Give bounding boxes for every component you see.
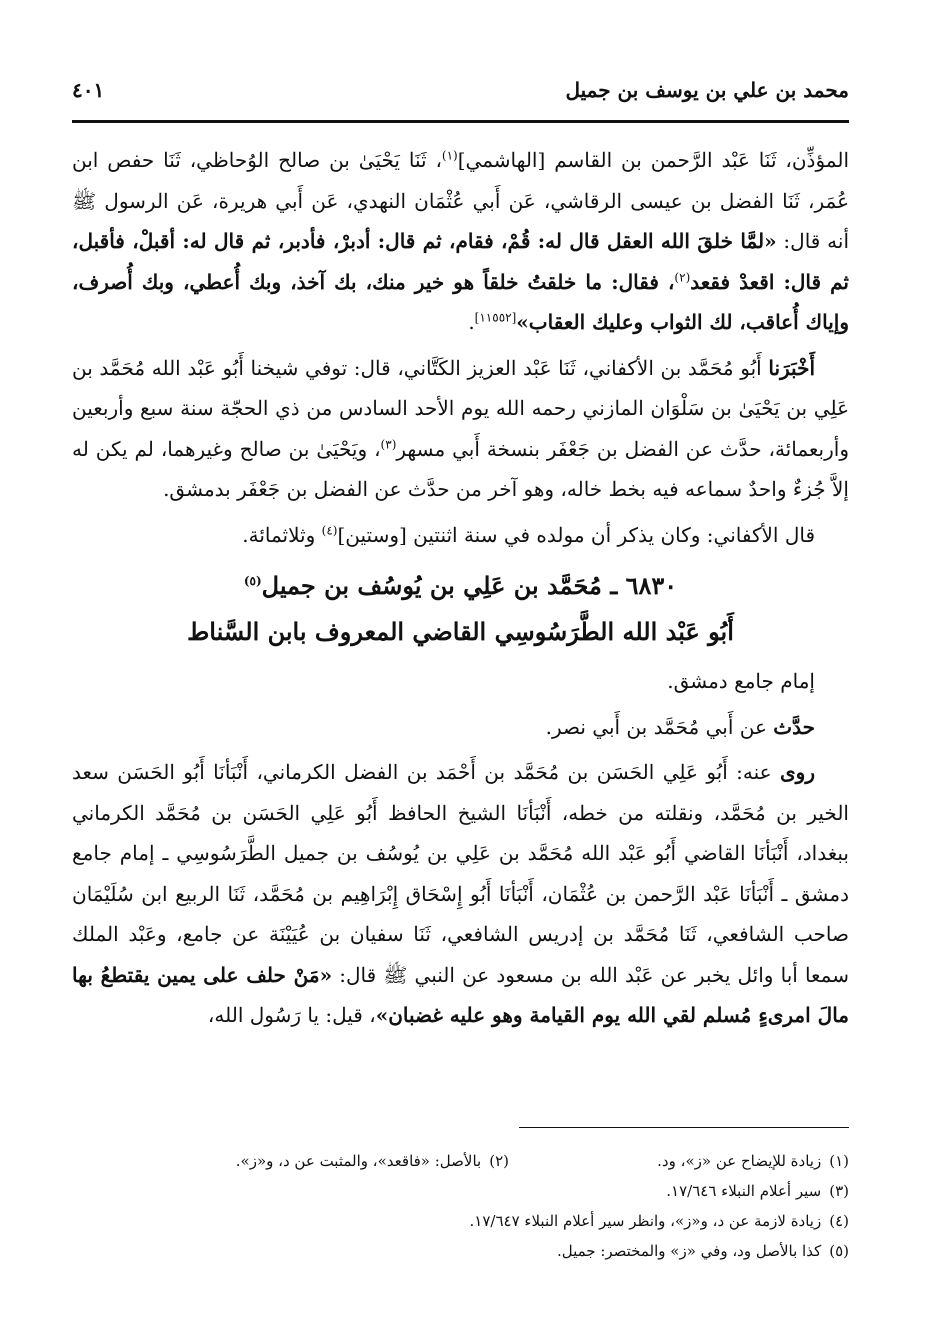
footnote-4: (٤)زيادة لازمة عن د، و«ز»، وانظر سير أعلام النبلاء ١٧/٦٤٧. xyxy=(469,1212,849,1230)
footnote-5: (٥)كذا بالأصل ود، وفي «ز» والمختصر: جميل. xyxy=(556,1242,849,1260)
hadith-text: «مَنْ حلف على يمين يقتطعُ بها مالَ امرىءٍ مُسلم لقي الله يوم القيامة وهو عليه غضبان» xyxy=(72,962,849,1027)
paragraph-rawa: روى عنه: أَبُو عَلِي الحَسَن بن مُحَمَّد بن أَحْمَد بن الفضل الكرماني، أَنْبَأنَا أَبُو الحَسَن سعد الخير بن مُحَمَّد، ونقلته من خطه، أَنْبَأنَا الشيخ الحافظ أَبُو عَلِي الحَسَن بن مُحَمَّد الكرماني ببغداد، أَنْبَأنَا القاضي أَبُو عَبْد الله مُحَمَّد بن عَلِي بن يُوسُف بن جميل الطَّرَسُوسِي ـ إمام جامع دمشق ـ أَنْبَأنَا عَبْد الرَّحمن بن عُثْمَان، أَنْبَأنَا أَبُو إِسْحَاق إِبْرَاهِيم بن مُحَمَّد، ثَنَا الربيع ابن سُلَيْمَان صاحب الشافعي، ثَنَا مُحَمَّد بن إدريس الشافعي، ثَنَا سفيان بن عُيَيْنَة عن جامع، وعَبْد الملك سمعا أبا وائل يخبر عن عَبْد الله بن مسعود عن النبي ﷺ قال: «مَنْ حلف على يمين يقتطعُ بها مالَ امرىءٍ مُسلم لقي الله يوم القيامة وهو عليه غضبان»، قيل: يا رَسُول الله، xyxy=(72,760,850,1027)
footnote-ref-2: (٢) xyxy=(674,269,691,284)
body-text xyxy=(72,140,849,1041)
entry-subtitle: أَبُو عَبْد الله الطَّرَسُوسِي القاضي المعروف بابن السَّناط xyxy=(187,617,734,646)
hadith-text-cont: ، فقال: ما خلقتُ خلقاً هو خير منك، بك آخذ، وبك أُعطي، وبك أُصرف، وإياك أُعاقب، لك الثواب وعليك العقاب» xyxy=(72,269,849,334)
footnote-ref-4: (٤) xyxy=(321,522,338,537)
footnote-rule xyxy=(519,1127,849,1128)
footnote-ref-5: (٥) xyxy=(243,574,262,588)
footnote-1: (١)زيادة للإيضاح عن «ز»، ود. xyxy=(657,1152,849,1170)
hadith-number: [١١٥٥٢] xyxy=(474,310,517,325)
footnotes xyxy=(72,1146,849,1266)
lead-word: أَخْبَرَنا xyxy=(768,355,815,380)
lead-word: روى xyxy=(780,760,815,784)
entry-title: ٦٨٣٠ ـ مُحَمَّد بن عَلِي بن يُوسُف بن جميل$^{(٥)}$ xyxy=(243,571,678,600)
paragraph-akhbarana: أَخْبَرَنا أَبُو مُحَمَّد بن الأكفاني، ثَنَا عَبْد العزيز الكَتَّاني، قال: توفي شيخنا أَبُو عَبْد الله مُحَمَّد بن عَلِي بن يَحْيَىٰ بن سَلْوَان المازني رحمه الله يوم الأحد السادس من ذي الحجّة سنة سبع وأربعين وأربعمائة، حدَّث عن الفضل بن جَعْفَر بنسخة أَبي مسهر$^{(٣)}$، ويَحْيَىٰ بن صالح وغيرهما، لم يكن له إلاَّ جُزءٌ واحدٌ سماعه فيه بخط خاله، وهو آخر من حدَّث عن الفضل بن جَعْفَر بدمشق. xyxy=(72,355,849,501)
running-title: محمد بن علي بن يوسف بن جميل xyxy=(565,78,849,102)
hadith-text: «لمَّا خلقَ الله العقل قال له: قُمْ، فقام، ثم قال: أدبرْ، فأدبر، ثم قال له: أقبلْ، فأقبل، ثم قال: اقعدْ فقعد xyxy=(72,229,849,294)
header-rule xyxy=(72,120,849,123)
footnote-ref-1: (١) xyxy=(441,148,458,163)
page-number: ٤٠١ xyxy=(72,78,105,102)
paragraph-hadith-aql: المؤذِّن، ثَنَا عَبْد الرَّحمن بن القاسم [الهاشمي]$^{(١)}$، ثَنَا يَحْيَىٰ بن صالح الوُحاظي، ثَنَا حفص ابن عُمَر، ثَنَا الفضل بن عيسى الرقاشي، عَن أَبي عُثْمَان النهدي، عَن أَبي هريرة، عَن الرسول ﷺ أنه قال: «لمَّا خلقَ الله العقل قال له: قُمْ، فقام، ثم قال: أدبرْ، فأدبر، ثم قال له: أقبلْ، فأقبل، ثم قال: اقعدْ فقعد$^{(٢)}$، فقال: ما خلقتُ خلقاً هو خير منك، بك آخذ، وبك أُعطي، وبك أُصرف، وإياك أُعاقب، لك الثواب وعليك العقاب»[١١٥٥٢]. xyxy=(72,148,849,334)
footnote-3: (٣)سير أعلام النبلاء ١٧/٦٤٦. xyxy=(666,1182,849,1200)
footnote-ref-3: (٣) xyxy=(380,436,397,451)
paragraph-haddatha: حدَّث عن أَبي مُحَمَّد بن أَبي نصر. xyxy=(545,714,815,739)
paragraph-birth: قال الأكفاني: وكان يذكر أن مولده في سنة اثنتين [وستين]$^{(٤)}$ وثلاثمائة. xyxy=(242,522,815,547)
footnote-2: (٢)بالأصل: «فاقعد»، والمثبت عن د، و«ز». xyxy=(235,1152,509,1170)
page-header xyxy=(72,78,849,108)
lead-word: حدَّث xyxy=(773,714,815,739)
paragraph-imam: إمام جامع دمشق. xyxy=(667,669,815,693)
